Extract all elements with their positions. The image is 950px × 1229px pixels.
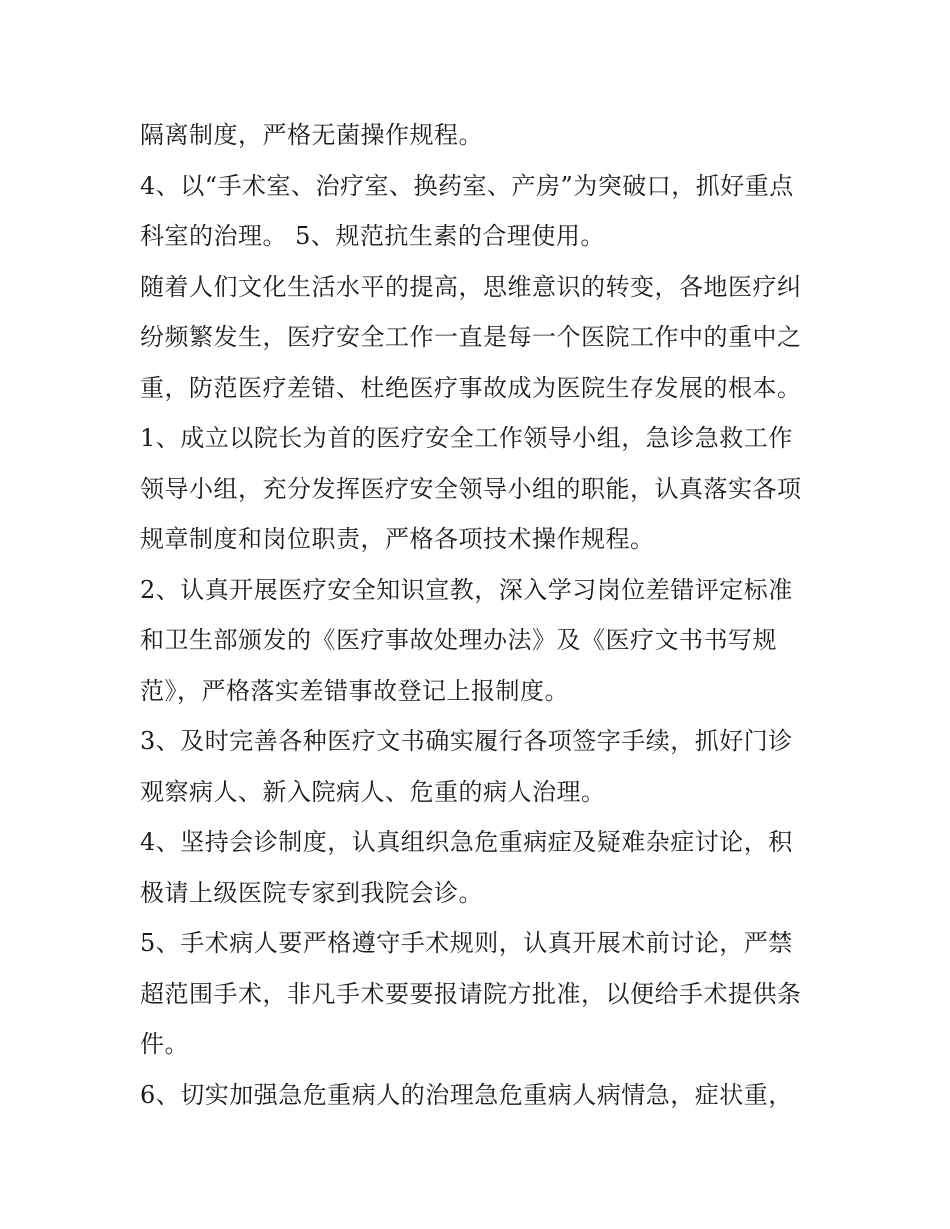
text-line: 4、坚持会诊制度，认真组织急危重病症及疑难杂症讨论，积 (140, 828, 793, 856)
text-line: 1、成立以院长为首的医疗安全工作领导小组，急诊急救工作 (140, 424, 793, 452)
text-line: 规章制度和岗位职责，严格各项技术操作规程。 (140, 525, 655, 553)
text-line: 科室的治理。 5、规范抗生素的合理使用。 (140, 222, 605, 250)
text-line: 范》，严格落实差错事故登记上报制度。 (140, 676, 569, 705)
text-line: 纷频繁发生，医疗安全工作一直是每一个医院工作中的重中之 (140, 323, 802, 351)
text-line: 重，防范医疗差错、杜绝医疗事故成为医院生存发展的根本。 (140, 373, 802, 402)
text-line: 领导小组，充分发挥医疗安全领导小组的职能，认真落实各项 (140, 474, 802, 503)
text-line: 隔离制度，严格无菌操作规程。 (140, 121, 483, 149)
document-body (140, 110, 820, 1120)
text-line: 5、手术病人要严格遵守手术规则，认真开展术前讨论，严禁 (140, 929, 793, 957)
text-line: 观察病人、新入院病人、危重的病人治理。 (140, 777, 606, 806)
text-line: 4、以“手术室、治疗室、换药室、产房”为突破口，抓好重点 (140, 171, 794, 200)
text-line: 随着人们文化生活水平的提高，思维意识的转变，各地医疗纠 (140, 272, 802, 301)
text-line: 6、切实加强急危重病人的治理急危重病人病情急，症状重， (140, 1080, 793, 1109)
text-line: 和卫生部颁发的《医疗事故处理办法》及《医疗文书书写规 (140, 626, 777, 654)
text-line: 2、认真开展医疗安全知识宣教，深入学习岗位差错评定标准 (140, 575, 793, 604)
text-line: 3、及时完善各种医疗文书确实履行各项签字手续，抓好门诊 (140, 727, 793, 755)
text-line: 极请上级医院专家到我院会诊。 (140, 878, 483, 907)
text-line: 超范围手术，非凡手术要要报请院方批准，以便给手术提供条 (140, 979, 802, 1008)
text-line: 件。 (140, 1030, 189, 1058)
